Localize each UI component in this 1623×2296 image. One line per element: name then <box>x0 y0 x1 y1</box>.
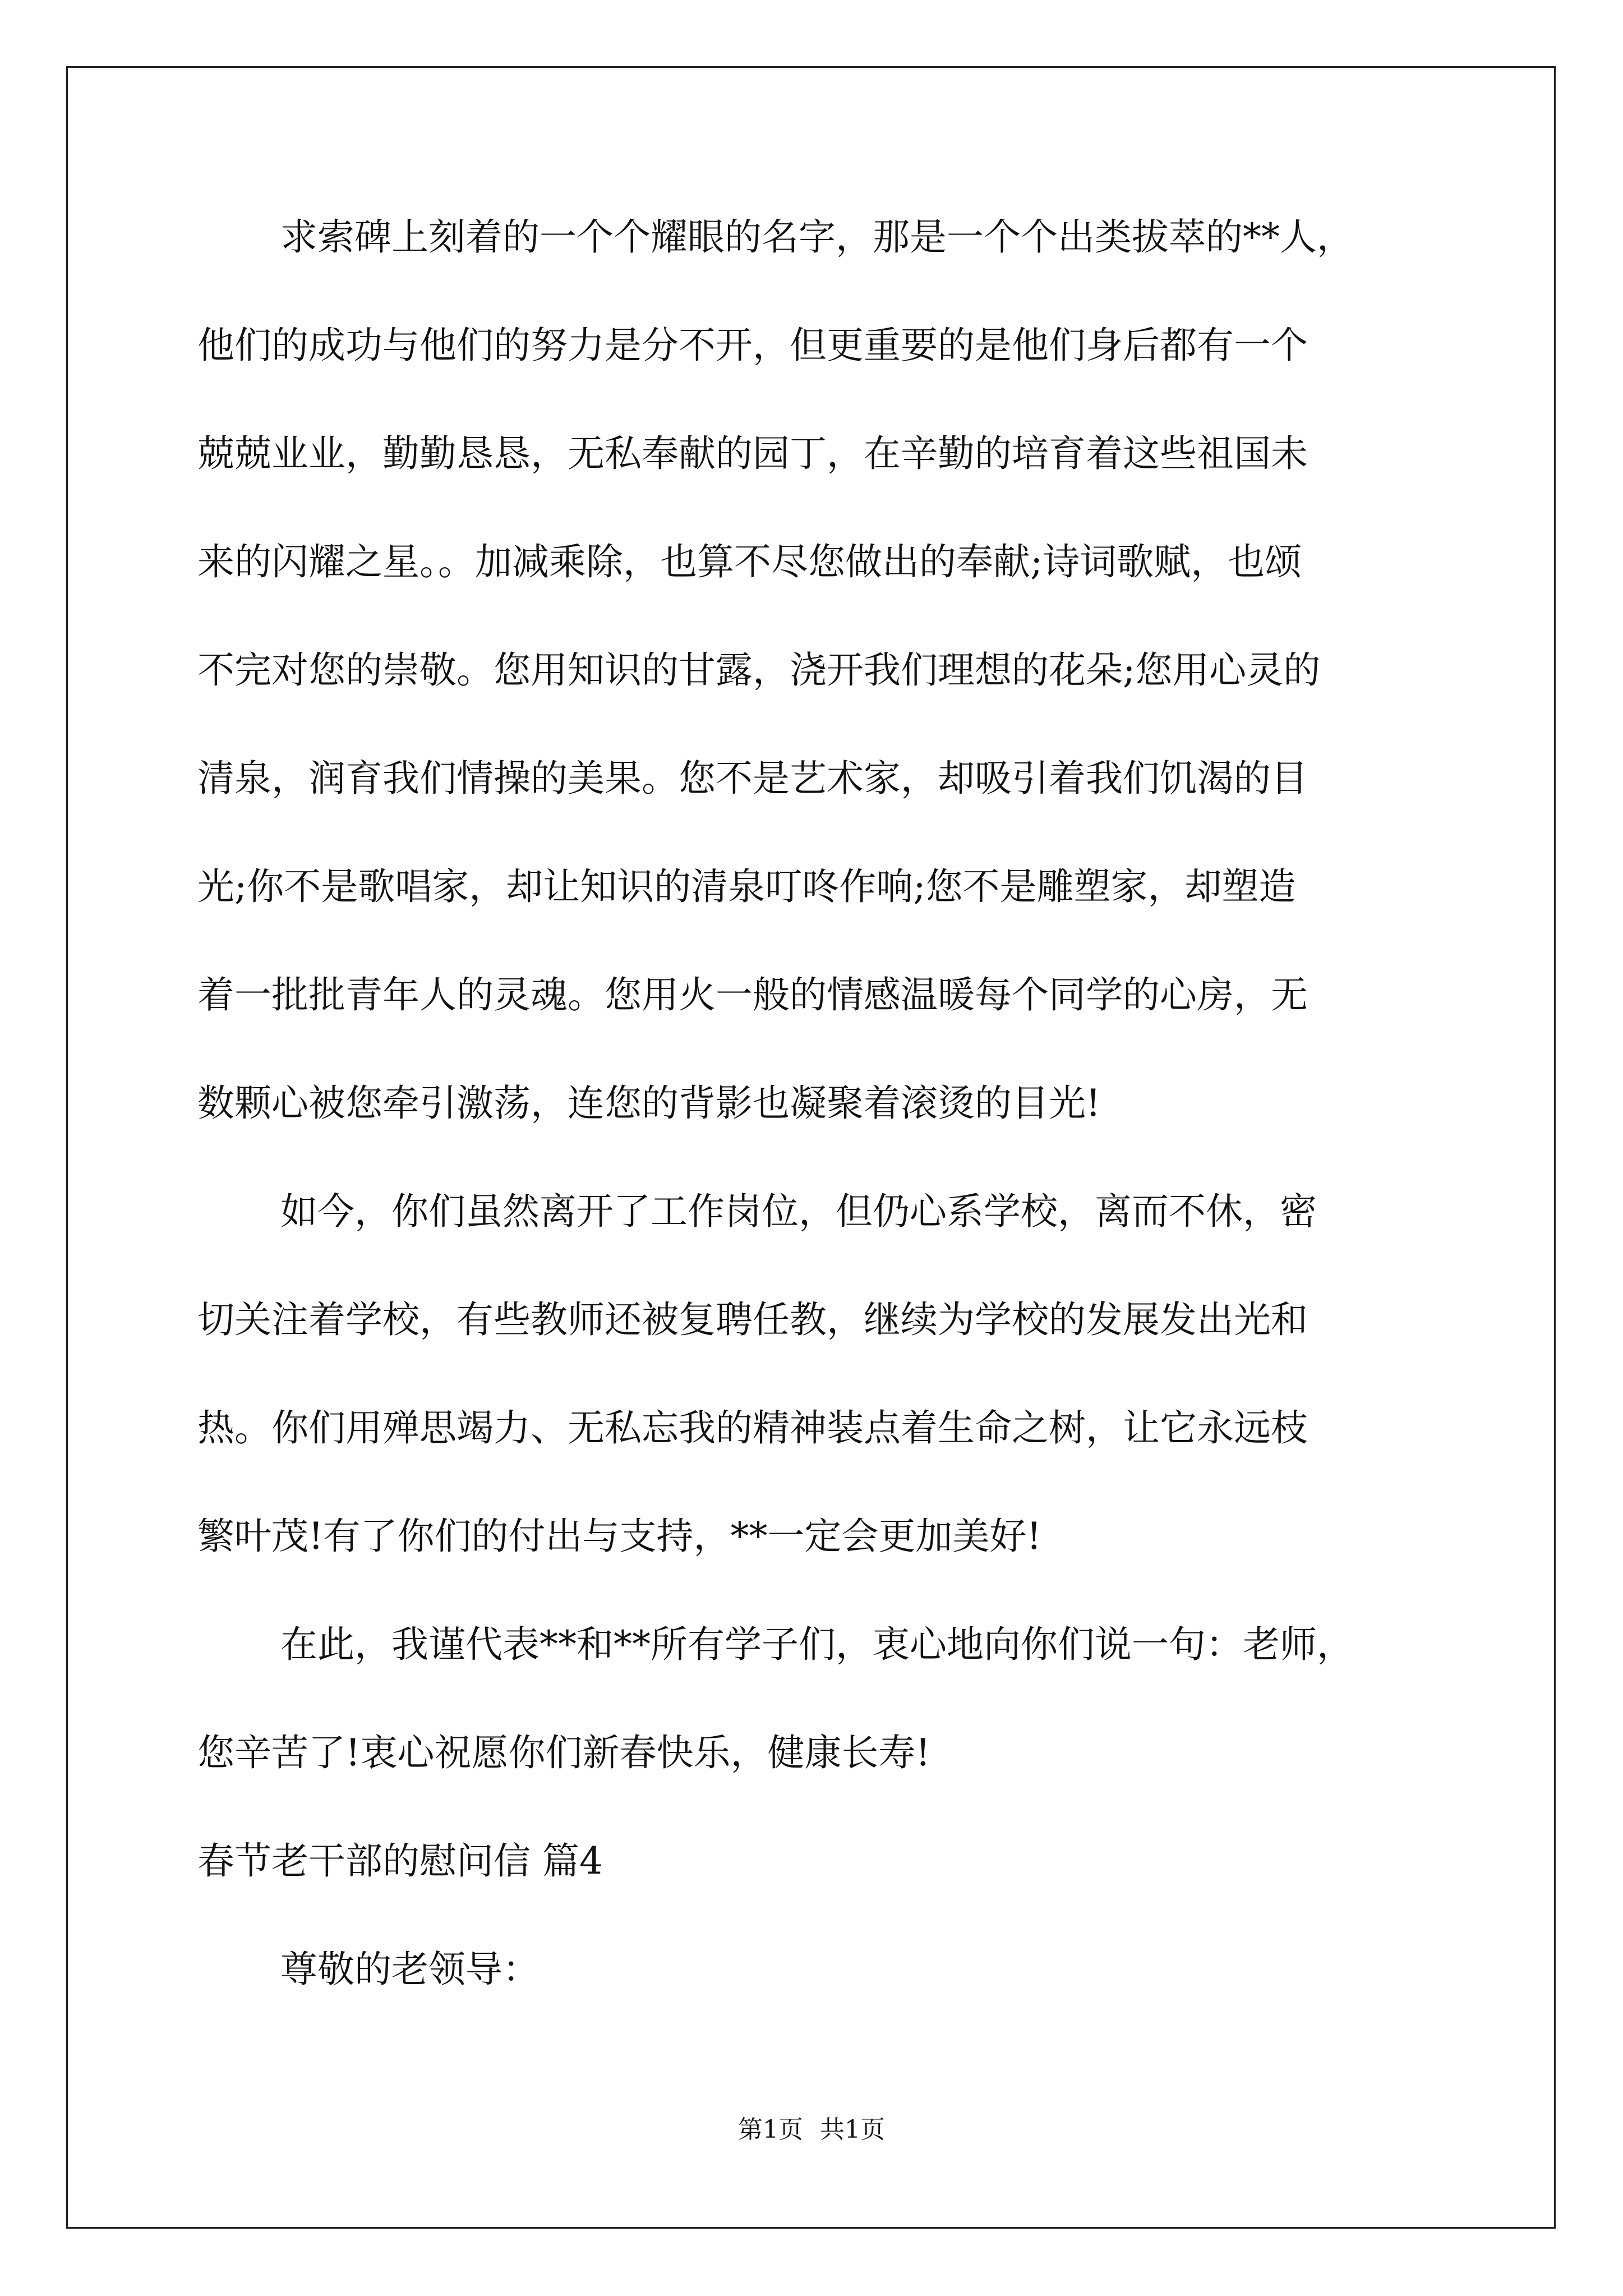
paragraph-line: 兢兢业业，勤勤恳恳，无私奉献的园丁，在辛勤的培育着这些祖国未 <box>197 432 1308 475</box>
page-footer <box>0 2115 1623 2144</box>
page-number: 第1页 <box>738 2115 803 2144</box>
paragraph-line: 不完对您的崇敬。您用知识的甘露，浇开我们理想的花朵;您用心灵的 <box>197 648 1321 692</box>
paragraph-line: 他们的成功与他们的努力是分不开，但更重要的是他们身后都有一个 <box>197 324 1308 367</box>
paragraph-line: 清泉，润育我们情操的美果。您不是艺术家，却吸引着我们饥渴的目 <box>197 757 1308 800</box>
paragraph-line: 数颗心被您牵引激荡，连您的背影也凝聚着滚烫的目光! <box>197 1082 1101 1125</box>
paragraph-line: 切关注着学校，有些教师还被复聘任教，继续为学校的发展发出光和 <box>197 1298 1308 1341</box>
paragraph-line: 求索碑上刻着的一个个耀眼的名字，那是一个个出类拔萃的**人， <box>280 215 1354 259</box>
page-total: 共1页 <box>820 2115 885 2144</box>
document-body <box>197 215 1487 2059</box>
paragraph-line: 来的闪耀之星。。加减乘除，也算不尽您做出的奉献;诗词歌赋，也颂 <box>197 540 1302 583</box>
paragraph-line: 您辛苦了!衷心祝愿你们新春快乐，健康长寿! <box>197 1731 931 1774</box>
salutation: 尊敬的老领导： <box>280 1948 540 1991</box>
paragraph-line: 繁叶茂!有了你们的付出与支持，**一定会更加美好! <box>197 1515 1042 1558</box>
paragraph-line: 如今，你们虽然离开了工作岗位，但仍心系学校，离而不休，密 <box>280 1190 1317 1233</box>
paragraph-line: 在此，我谨代表**和**所有学子们，衷心地向你们说一句：老师， <box>280 1623 1354 1666</box>
section-heading: 春节老干部的慰问信 篇4 <box>197 1839 603 1883</box>
paragraph-line: 热。你们用殚思竭力、无私忘我的精神装点着生命之树，让它永远枝 <box>197 1406 1308 1450</box>
paragraph-line: 光;你不是歌唱家，却让知识的清泉叮咚作响;您不是雕塑家，却塑造 <box>197 865 1296 908</box>
paragraph-line: 着一批批青年人的灵魂。您用火一般的情感温暖每个同学的心房，无 <box>197 973 1308 1016</box>
